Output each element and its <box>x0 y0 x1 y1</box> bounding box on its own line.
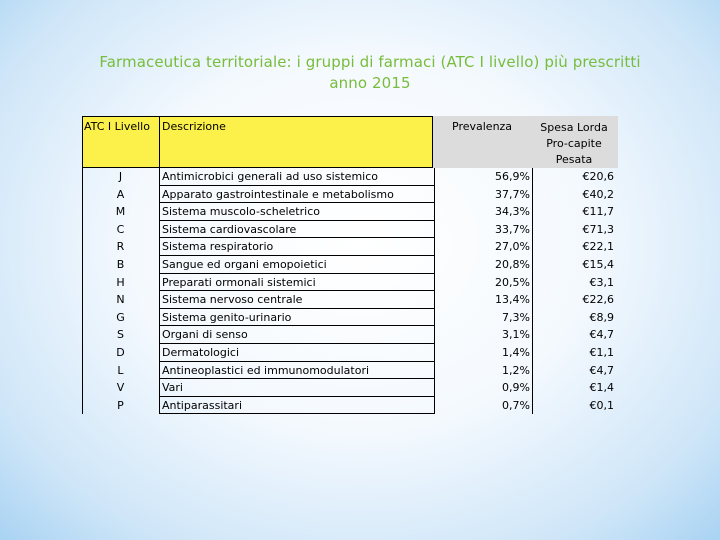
table-row <box>82 362 618 380</box>
prevalenza-cell: 37,7% <box>433 186 533 204</box>
prevalenza-cell: 0,9% <box>433 379 533 397</box>
prevalenza-cell: 13,4% <box>433 291 533 309</box>
prevalenza-cell: 0,7% <box>433 397 533 415</box>
description-cell: Sistema respiratorio <box>159 238 435 256</box>
table-row <box>82 203 618 221</box>
atc-code-cell: G <box>116 310 125 324</box>
description-cell: Antineoplastici ed immunomodulatori <box>159 362 435 380</box>
table-row <box>82 238 618 256</box>
description-cell: Sistema cardiovascolare <box>159 221 435 239</box>
spesa-cell: €15,4 <box>582 257 614 271</box>
description-cell: Organi di senso <box>159 326 435 344</box>
atc-code-cell: P <box>117 398 124 412</box>
atc-code-cell: V <box>116 381 125 395</box>
spesa-cell: €1,4 <box>589 381 614 395</box>
atc-code-cell: D <box>116 345 125 359</box>
description-cell: Vari <box>159 379 435 397</box>
prevalenza-cell: 27,0% <box>433 238 533 256</box>
description-cell: Sistema genito-urinario <box>159 309 435 327</box>
prevalenza-cell: 1,2% <box>433 362 533 380</box>
atc-code-cell: N <box>116 293 125 307</box>
atc-code-cell: B <box>116 257 125 271</box>
atc-code-cell: H <box>116 275 125 289</box>
atc-code-cell: S <box>117 328 124 342</box>
table-row <box>82 256 618 274</box>
description-cell: Antiparassitari <box>159 397 435 415</box>
atc-code-cell: C <box>116 222 125 236</box>
title-line-1: Farmaceutica territoriale: i gruppi di farmaci (ATC I livello) più prescritti <box>99 53 641 71</box>
spesa-cell: €40,2 <box>582 187 614 201</box>
spesa-cell: €20,6 <box>582 170 614 183</box>
description-cell: Sistema muscolo-scheletrico <box>159 203 435 221</box>
spesa-cell: €11,7 <box>582 205 614 219</box>
spesa-cell: €71,3 <box>582 222 614 236</box>
header-atc: ATC I Livello <box>84 120 150 133</box>
prevalenza-cell: 3,1% <box>433 326 533 344</box>
prevalenza-cell: 1,4% <box>433 344 533 362</box>
spesa-cell: €4,7 <box>589 363 614 377</box>
table-row <box>82 291 618 309</box>
table-row <box>82 274 618 292</box>
prevalenza-cell: 7,3% <box>433 309 533 327</box>
spesa-cell: €1,1 <box>589 345 614 359</box>
table-row <box>82 221 618 239</box>
header-prevalenza: Prevalenza <box>452 120 513 133</box>
table-header <box>82 116 618 168</box>
prevalenza-cell: 20,8% <box>433 256 533 274</box>
table-row <box>82 344 618 362</box>
spesa-cell: €22,1 <box>582 240 614 254</box>
atc-code-cell: R <box>116 240 125 254</box>
description-cell: Sangue ed organi emopoietici <box>159 256 435 274</box>
spesa-cell: €8,9 <box>589 310 614 324</box>
atc-table <box>82 116 618 414</box>
table-row <box>82 397 618 415</box>
title-line-2: anno 2015 <box>329 74 411 92</box>
spesa-cell: €3,1 <box>589 275 614 289</box>
atc-code-cell: J <box>118 170 123 183</box>
table-row <box>82 186 618 204</box>
page-title <box>40 52 700 94</box>
atc-code-cell: A <box>116 187 125 201</box>
description-cell: Preparati ormonali sistemici <box>159 274 435 292</box>
description-cell: Dermatologici <box>159 344 435 362</box>
table-row <box>82 168 618 186</box>
description-cell: Sistema nervoso centrale <box>159 291 435 309</box>
description-cell: Antimicrobici generali ad uso sistemico <box>159 168 435 186</box>
prevalenza-cell: 34,3% <box>433 203 533 221</box>
atc-code-cell: L <box>117 363 124 377</box>
prevalenza-cell: 20,5% <box>433 274 533 292</box>
description-cell: Apparato gastrointestinale e metabolismo <box>159 186 435 204</box>
header-divider <box>159 116 160 168</box>
spesa-cell: €22,6 <box>582 293 614 307</box>
spesa-cell: €4,7 <box>589 328 614 342</box>
atc-code-cell: M <box>115 205 126 219</box>
header-spesa: Spesa Lorda Pro-capite Pesata <box>540 121 608 166</box>
table-row <box>82 326 618 344</box>
prevalenza-cell: 33,7% <box>433 221 533 239</box>
table-body <box>82 168 618 414</box>
prevalenza-cell: 56,9% <box>433 168 533 186</box>
header-descrizione: Descrizione <box>162 120 226 133</box>
table-row <box>82 309 618 327</box>
table-row <box>82 379 618 397</box>
spesa-cell: €0,1 <box>589 398 614 412</box>
